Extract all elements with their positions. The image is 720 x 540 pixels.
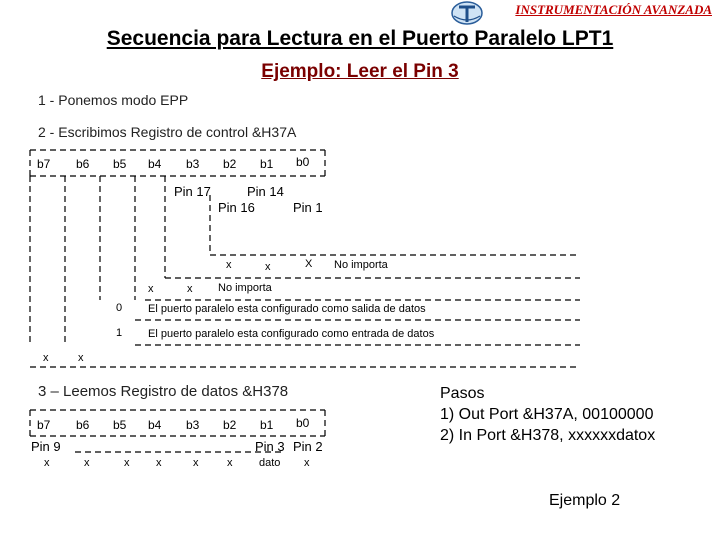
- pin3-label: Pin 3: [255, 439, 285, 454]
- bit-label: b5: [113, 418, 127, 432]
- steps-line-1: 1) Out Port &H37A, 00100000: [440, 406, 654, 423]
- bit-label: b6: [76, 157, 90, 171]
- bit-label: b4: [148, 157, 162, 171]
- bit-label: b6: [76, 418, 90, 432]
- direction-description: El puerto paralelo esta configurado como salida de datos: [148, 303, 426, 315]
- data-value: x: [193, 457, 199, 469]
- steps-summary: [440, 383, 655, 446]
- data-value: x: [304, 457, 310, 469]
- data-value: x: [44, 457, 50, 469]
- bit-label: b7: [37, 418, 51, 432]
- page-subtitle: Ejemplo: Leer el Pin 3: [261, 61, 459, 82]
- bit-label: b5: [113, 157, 127, 171]
- steps-line-2: 2) In Port &H378, xxxxxxdatox: [440, 427, 656, 444]
- step-3-text: 3 – Leemos Registro de datos &H378: [38, 383, 289, 400]
- brand-header: INSTRUMENTACIÓN AVANZADA: [515, 2, 712, 17]
- step-1-text: 1 - Ponemos modo EPP: [38, 92, 189, 108]
- bit-label: b4: [148, 418, 162, 432]
- data-value: dato: [259, 457, 281, 469]
- dont-care-note: No importa: [218, 282, 272, 294]
- dont-care-x: x: [265, 261, 271, 273]
- data-value: x: [124, 457, 130, 469]
- pin14-label: Pin 14: [247, 184, 284, 199]
- pin9-label: Pin 9: [31, 439, 61, 454]
- pin17-label: Pin 17: [174, 184, 211, 199]
- pin1-label: Pin 1: [293, 200, 323, 215]
- bit-label: b2: [223, 157, 237, 171]
- bit-label: b1: [260, 418, 274, 432]
- bit-label: b0: [296, 155, 310, 169]
- bit-label: b3: [186, 418, 200, 432]
- pin16-label: Pin 16: [218, 200, 255, 215]
- page-title: Secuencia para Lectura en el Puerto Paralelo LPT1: [106, 27, 614, 50]
- direction-value: 0: [116, 302, 123, 314]
- example-label: Ejemplo 2: [549, 492, 621, 509]
- bit-label: b1: [260, 157, 274, 171]
- data-value: x: [227, 457, 233, 469]
- step-2-text: 2 - Escribimos Registro de control &H37A: [38, 124, 297, 140]
- dont-care-x: x: [226, 259, 232, 271]
- direction-value: 1: [116, 327, 123, 339]
- bit-label: b2: [223, 418, 237, 432]
- dont-care-x: x: [187, 283, 193, 295]
- direction-description: El puerto paralelo esta configurado como entrada de datos: [148, 328, 435, 340]
- data-value: x: [156, 457, 162, 469]
- dont-care-x: x: [148, 283, 154, 295]
- bit-label: b0: [296, 416, 310, 430]
- dont-care-x: x: [78, 352, 84, 364]
- bit-label: b3: [186, 157, 200, 171]
- dont-care-note: No importa: [334, 259, 388, 271]
- data-value: x: [84, 457, 90, 469]
- bit-label: b7: [37, 157, 51, 171]
- steps-heading: Pasos: [440, 385, 485, 402]
- dont-care-x: X: [305, 258, 313, 270]
- pin2-label: Pin 2: [293, 439, 323, 454]
- dont-care-x: x: [43, 352, 49, 364]
